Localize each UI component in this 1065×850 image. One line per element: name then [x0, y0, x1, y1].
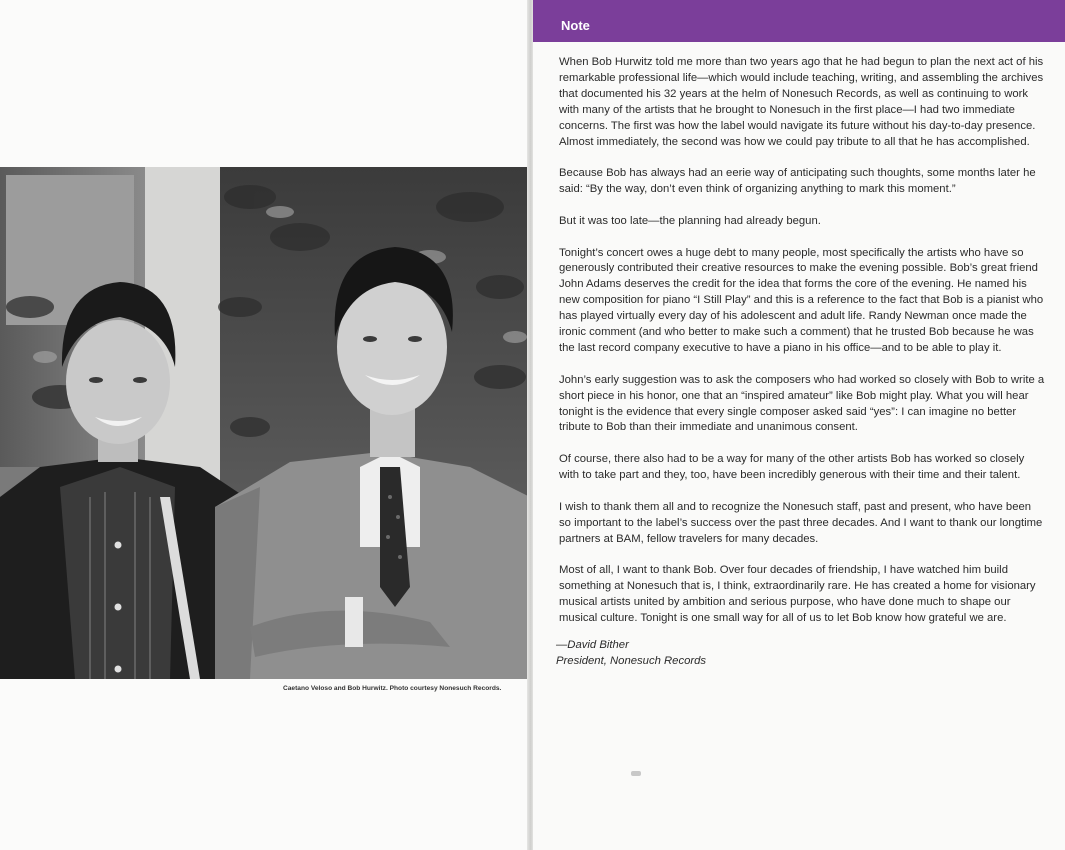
photo	[0, 167, 530, 679]
note-title: Note	[561, 18, 590, 33]
paragraph: But it was too late—the planning had already begun.	[559, 214, 821, 227]
right-page	[533, 0, 1065, 850]
signature-block	[556, 638, 706, 670]
left-page	[0, 0, 530, 850]
paragraph: Most of all, I want to thank Bob. Over four decades of friendship, I have watched him build something at Nonesuch that is, I think, extraordinarily rare. He has created a home for visionary musical artists united by ambition and serious purpose, who have done much to shape our musical culture. Tonight is one small way for all of us to let Bob know how grateful we are.	[559, 564, 1036, 624]
note-header-banner	[533, 0, 1065, 42]
scan-smudge	[631, 771, 641, 776]
photo-caption: Caetano Veloso and Bob Hurwitz. Photo courtesy Nonesuch Records.	[283, 685, 502, 692]
paragraph: Tonight’s concert owes a huge debt to many people, most specifically the artists who have so generously contributed their creative resources to make the evening possible. Bob’s great friend John Adams deserves the credit for the idea that forms the core of the evening. He named his new composition for piano “I Still Play” and this is a reference to the fact that Bob is a pianist who has played virtually every day of his adolescent and adult life. Randy Newman once made the ironic comment (and who better to make such a comment) that he trusted Bob because he was the last record company executive to have a piano in his office—and to be able to play it.	[559, 246, 1044, 354]
paragraph: Of course, there also had to be a way for many of the other artists Bob has worked so closely with to take part and they, too, have been incredibly generous with their time and their talent.	[559, 453, 1025, 482]
paragraph: John’s early suggestion was to ask the composers who had worked so closely with Bob to write a short piece in his honor, one that an “inspired amateur” like Bob might play. What you will hear tonight is the evidence that every single composer asked said “yes”: I can imagine no better tribute to Bob than their immediate and unanimous consent.	[559, 373, 1045, 434]
signature-name: —David Bither	[556, 639, 629, 651]
signature-role: President, Nonesuch Records	[556, 654, 707, 667]
photo-illustration	[0, 167, 530, 679]
paragraph: I wish to thank them all and to recognize the Nonesuch staff, past and present, who have been so important to the label’s success over the past three decades. And I want to thank our longtime partners at BAM, fellow travelers for many decades.	[559, 500, 1043, 545]
note-body	[559, 55, 1046, 643]
paragraph: When Bob Hurwitz told me more than two years ago that he had begun to plan the next act of his remarkable professional life—which would include teaching, writing, and assembling the archives that documented his 32 years at the helm of Nonesuch Records, as well as continuing to work with many of the artists that he brought to Nonesuch in the first place—I had two immediate concerns. The first was how the label would navigate its future without his day-to-day presence. Almost immediately, the second was how we could pay tribute to all that he has accomplished.	[559, 56, 1044, 148]
paragraph: Because Bob has always had an eerie way of anticipating such thoughts, some months later he said: “By the way, don’t even think of organizing anything to mark this moment.”	[559, 167, 1036, 196]
